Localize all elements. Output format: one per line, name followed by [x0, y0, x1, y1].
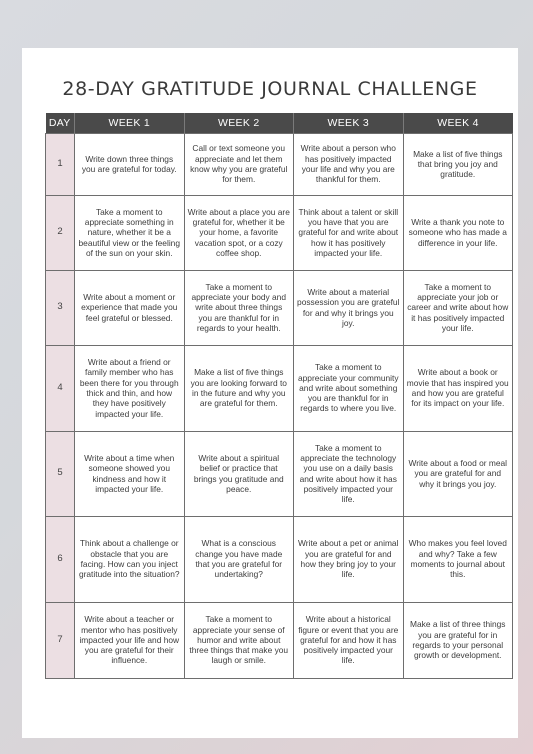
day-number: 1: [46, 133, 75, 195]
day-number: 6: [46, 516, 75, 602]
prompt-cell: What is a conscious change you have made that you are grateful for undertaking?: [184, 516, 294, 602]
prompt-cell: Write about a person who has positively impacted your life and why you are thankful for them.: [294, 133, 404, 195]
prompt-cell: Who makes you feel loved and why? Take a few moments to journal about this.: [403, 516, 513, 602]
prompt-cell: Make a list of three things you are grateful for in regards to your personal growth or development.: [403, 602, 513, 678]
table-row: [46, 431, 513, 516]
prompt-cell: Write about a pet or animal you are grateful for and how they bring joy to your life.: [294, 516, 404, 602]
prompt-cell: Write a thank you note to someone who has made a difference in your life.: [403, 195, 513, 270]
header-row: [46, 113, 513, 133]
header-day: DAY: [46, 113, 75, 133]
prompt-cell: Call or text someone you appreciate and let them know why you are grateful for them.: [184, 133, 294, 195]
prompt-cell: Write about a material possession you are grateful for and why it brings you joy.: [294, 270, 404, 345]
day-number: 2: [46, 195, 75, 270]
prompt-cell: Make a list of five things that bring you joy and gratitude.: [403, 133, 513, 195]
day-number: 4: [46, 345, 75, 431]
prompt-cell: Take a moment to appreciate your body and write about three things you are thankful for in regards to your health.: [184, 270, 294, 345]
prompt-cell: Think about a talent or skill you have that you are grateful for and write about how it has positively impacted your life.: [294, 195, 404, 270]
day-number: 7: [46, 602, 75, 678]
day-number: 3: [46, 270, 75, 345]
table-row: [46, 270, 513, 345]
header-week-4: WEEK 4: [403, 113, 513, 133]
prompt-cell: Write about a teacher or mentor who has positively impacted your life and how you are grateful for their influence.: [75, 602, 185, 678]
prompt-cell: Write down three things you are grateful for today.: [75, 133, 185, 195]
prompt-cell: Write about a moment or experience that made you feel grateful or blessed.: [75, 270, 185, 345]
header-week-3: WEEK 3: [294, 113, 404, 133]
day-number: 5: [46, 431, 75, 516]
prompt-cell: Take a moment to appreciate your community and write about something you are thankful for in regards to where you live.: [294, 345, 404, 431]
table-row: [46, 516, 513, 602]
prompt-cell: Take a moment to appreciate something in nature, whether it be a beautiful view or the feeling of the sun on your skin.: [75, 195, 185, 270]
page-title: 28-DAY GRATITUDE JOURNAL CHALLENGE: [62, 78, 478, 100]
prompt-cell: Take a moment to appreciate the technology you use on a daily basis and write about how it has positively impacted your life.: [294, 431, 404, 516]
table-row: [46, 345, 513, 431]
prompt-cell: Write about a time when someone showed you kindness and how it impacted your life.: [75, 431, 185, 516]
prompt-cell: Take a moment to appreciate your job or career and write about how it has positively impacted your life.: [403, 270, 513, 345]
header-week-1: WEEK 1: [75, 113, 185, 133]
prompt-cell: Write about a spiritual belief or practice that brings you gratitude and peace.: [184, 431, 294, 516]
prompt-cell: Write about a book or movie that has inspired you and how you are grateful for its impact on your life.: [403, 345, 513, 431]
table-row: [46, 195, 513, 270]
prompt-cell: Write about a historical figure or event that you are grateful for and how it has positively impacted your life.: [294, 602, 404, 678]
prompt-cell: Write about a friend or family member who has been there for you through thick and thin, and how they have positively impacted your life.: [75, 345, 185, 431]
prompt-cell: Write about a food or meal you are grateful for and why it brings you joy.: [403, 431, 513, 516]
table-row: [46, 602, 513, 678]
challenge-table: [45, 113, 513, 679]
journal-sheet: [22, 48, 518, 738]
prompt-cell: Make a list of five things you are looking forward to in the future and why you are grateful for them.: [184, 345, 294, 431]
prompt-cell: Take a moment to appreciate your sense of humor and write about three things that make you laugh or smile.: [184, 602, 294, 678]
prompt-cell: Write about a place you are grateful for, whether it be your home, a favorite vacation spot, or a cozy coffee shop.: [184, 195, 294, 270]
header-week-2: WEEK 2: [184, 113, 294, 133]
table-row: [46, 133, 513, 195]
prompt-cell: Think about a challenge or obstacle that you are facing. How can you inject gratitude into the situation?: [75, 516, 185, 602]
